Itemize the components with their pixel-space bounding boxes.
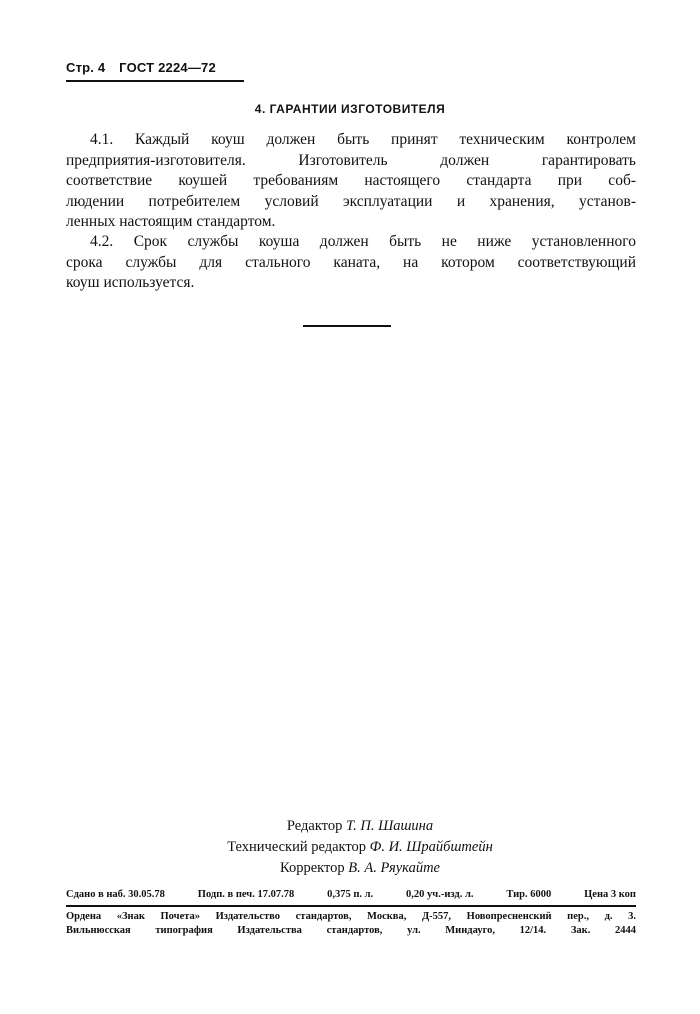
header-underline — [66, 80, 244, 82]
tech-editor-name: Ф. И. Шрайбштейн — [369, 839, 493, 855]
editor-credit — [150, 816, 570, 837]
publisher-line: Ордена «Знак Почета» Издательство стандартов, Москва, Д-557, Новопресненский пер., д. 3. — [66, 911, 636, 922]
printer-line: Вильнюсская типография Издательства стандартов, ул. Миндауго, 12/14. Зак. 2444 — [66, 925, 636, 936]
paragraph-line: соответствие коушей требованиям настоящего стандарта при соб- — [66, 172, 636, 189]
page-header — [66, 60, 216, 75]
corrector-label: Корректор — [280, 860, 345, 876]
paragraph-line: ленных настоящим стандартом. — [66, 213, 276, 230]
paragraph-4-1 — [66, 130, 636, 233]
print-details-line — [66, 889, 636, 900]
paragraph-line: коуш используется. — [66, 274, 195, 291]
tech-editor-label: Технический редактор — [227, 839, 367, 855]
signed-to-print-date: Подп. в печ. 17.07.78 — [197, 889, 295, 900]
tech-editor-credit — [150, 837, 570, 858]
paragraph-line: 4.2. Срок службы коуша должен быть не ниже установленного — [90, 233, 636, 250]
paragraph-line: людении потребителем условий эксплуатации и хранения, установ- — [66, 192, 636, 210]
paragraph-line: срока службы для стального каната, на котором соответствующий — [66, 253, 636, 271]
page-number: Стр. 4 — [66, 60, 106, 75]
editor-name: Т. П. Шашина — [345, 818, 434, 834]
typeset-date: Сдано в наб. 30.05.78 — [66, 889, 165, 900]
printed-sheets: 0,375 п. л. — [327, 889, 374, 900]
section-end-divider — [303, 325, 391, 327]
paragraph-line: предприятия-изготовителя. Изготовитель должен гарантировать — [66, 151, 636, 169]
print-run: Тир. 6000 — [506, 889, 552, 900]
imprint-divider — [66, 905, 636, 907]
corrector-credit — [150, 858, 570, 879]
paragraph-4-2 — [66, 232, 636, 294]
corrector-name: В. А. Ряукайте — [348, 860, 440, 876]
section-title: 4. ГАРАНТИИ ИЗГОТОВИТЕЛЯ — [254, 102, 446, 116]
standard-designation: ГОСТ 2224—72 — [119, 60, 216, 75]
publishing-sheets: 0,20 уч.-изд. л. — [406, 889, 474, 900]
editor-label: Редактор — [286, 818, 343, 834]
publisher-imprint — [66, 910, 636, 938]
paragraph-line: 4.1. Каждый коуш должен быть принят техническим контролем — [90, 131, 636, 148]
credits-block — [150, 816, 570, 879]
price: Цена 3 коп — [584, 889, 636, 900]
